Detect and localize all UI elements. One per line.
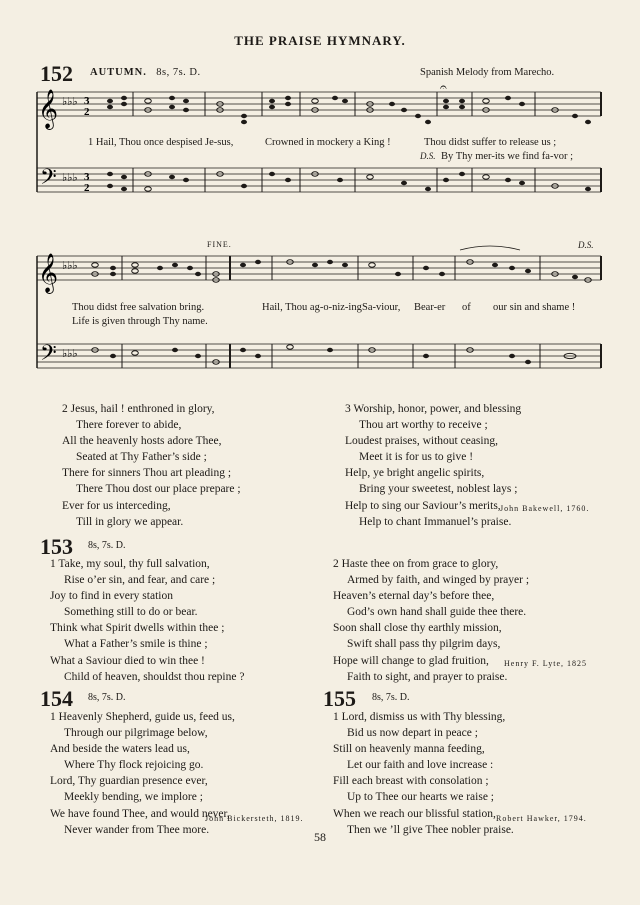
- hymn-153-author: Henry F. Lyte, 1825: [504, 659, 588, 668]
- hymn-152-author: John Bakewell, 1760.: [500, 504, 590, 513]
- tune-name: AUTUMN.: [90, 67, 147, 78]
- key-signature-icon: ♭♭♭: [62, 96, 78, 108]
- treble-clef-icon: 𝄞: [38, 253, 59, 293]
- bass-clef-icon: 𝄢: [40, 341, 57, 371]
- lyrics-line-2-seg-1: Thou didst free salvation bring.: [72, 302, 205, 313]
- fine-mark: FINE.: [207, 240, 232, 249]
- time-signature: 3: [84, 95, 90, 107]
- hymn-154-verse-1: 1 Heavenly Shepherd, guide us, feed us, Through our pilgrimage below, And beside the waters lead us, Where Thy flock rejoicing go. Lord, Thy guardian presence ever, Meekly bending, we implore ; We have found Thee, and would never, Never wander from Thee more.: [50, 711, 235, 836]
- lyrics-line-2-seg-2: Hail, Thou ag-o-niz-ing: [262, 302, 362, 313]
- hymn-154-author: John Bickersteth, 1819.: [205, 814, 304, 823]
- lyrics-line-1-seg-3: Thou didst suffer to release us ;: [424, 137, 557, 148]
- hymn-155-meter: 8s, 7s. D.: [372, 692, 410, 703]
- lyrics-line-1-seg-2: Crowned in mockery a King !: [265, 137, 391, 148]
- lyrics-line-2-seg-4: Bear-er: [414, 302, 446, 313]
- music-system-2: [0, 252, 640, 377]
- svg-text:2: 2: [84, 182, 90, 194]
- tune-source: Spanish Melody from Marecho.: [420, 67, 555, 78]
- slur-icon: [460, 246, 520, 250]
- hymn-153-meter: 8s, 7s. D.: [88, 540, 126, 551]
- bass-notes: [107, 172, 591, 191]
- hymn-number-154: 154: [40, 686, 73, 711]
- hymn-153-verse-2: 2 Haste thee on from grace to glory, Armed by faith, and winged by prayer ; Heaven’s eternal day’s before thee, God’s own hand shall guide thee there. Soon shall close thy earthly mission, Swift shall pass thy pilgrim days, Hope will change to glad fruition, Faith to sight, and prayer to praise.: [333, 558, 530, 683]
- svg-text:♭♭♭: ♭♭♭: [62, 260, 78, 272]
- svg-text:3: 3: [84, 171, 90, 183]
- treble-clef-icon: 𝄞: [38, 89, 59, 129]
- svg-text:♭♭♭: ♭♭♭: [62, 348, 78, 360]
- hymn-number-152: 152: [40, 61, 73, 86]
- hymn-155-author: Robert Hawker, 1794.: [496, 814, 587, 823]
- svg-text:♭♭♭: ♭♭♭: [62, 172, 78, 184]
- lyrics-line-2-seg-7: Life is given through Thy name.: [72, 316, 208, 327]
- lyrics-line-2-seg-3: Sa-viour,: [362, 302, 401, 313]
- fermata-icon: 𝄐: [440, 80, 447, 94]
- hymn-154-meter: 8s, 7s. D.: [88, 692, 126, 703]
- hymn-152-verse-2: 2 Jesus, hail ! enthroned in glory, There forever to abide, All the heavenly hosts adore Thee, Seated at Thy Father’s side ; There for sinners Thou art pleading ; There Thou dost our place prepare ; Ever for us interceding, Till in glory we appear.: [62, 403, 241, 528]
- hymn-155-verse-1: 1 Lord, dismiss us with Thy blessing, Bid us now depart in peace ; Still on heavenly manna feeding, Let our faith and love increase : Fill each breast with consolation ; Up to Thee our hearts we raise ; When we reach our blissful station, Then we ’ll give Thee nobler praise.: [333, 711, 514, 836]
- hymn-152-tune-line: [90, 67, 201, 78]
- ds-mark: D.S.: [420, 151, 436, 161]
- bass-clef-icon: 𝄢: [40, 165, 57, 195]
- hymn-number-155: 155: [323, 686, 356, 711]
- hymn-152-verse-3: 3 Worship, honor, power, and blessing Thou art worthy to receive ; Loudest praises, without ceasing, Meet it is for us to give ! Help, ye bright angelic spirits, Bring your sweetest, noblest lays ; Help to sing our Saviour’s merits, Help to chant Immanuel’s praise.: [345, 403, 522, 528]
- page-header: THE PRAISE HYMNARY.: [234, 33, 406, 48]
- page-number: 58: [314, 830, 326, 844]
- hymn-number-153: 153: [40, 534, 73, 559]
- meter: 8s, 7s. D.: [156, 67, 201, 78]
- lyrics-line-2-seg-6: our sin and shame !: [493, 302, 576, 313]
- hymn-153-verse-1: 1 Take, my soul, thy full salvation, Rise o’er sin, and fear, and care ; Joy to find in every station Something still to do or bear. Think what Spirit dwells within thee ; What a Father’s smile is thine ; What a Saviour died to win thee ! Child of heaven, shouldst thou repine ?: [50, 558, 245, 683]
- lyrics-line-2-seg-5: of: [462, 302, 471, 313]
- svg-text:2: 2: [84, 106, 90, 118]
- lyrics-line-1-seg-1: 1 Hail, Thou once despised Je-sus,: [88, 137, 234, 148]
- ds-mark-end: D.S.: [578, 240, 594, 250]
- lyrics-line-1-seg-4: By Thy mer-its we find fa-vor ;: [441, 151, 573, 162]
